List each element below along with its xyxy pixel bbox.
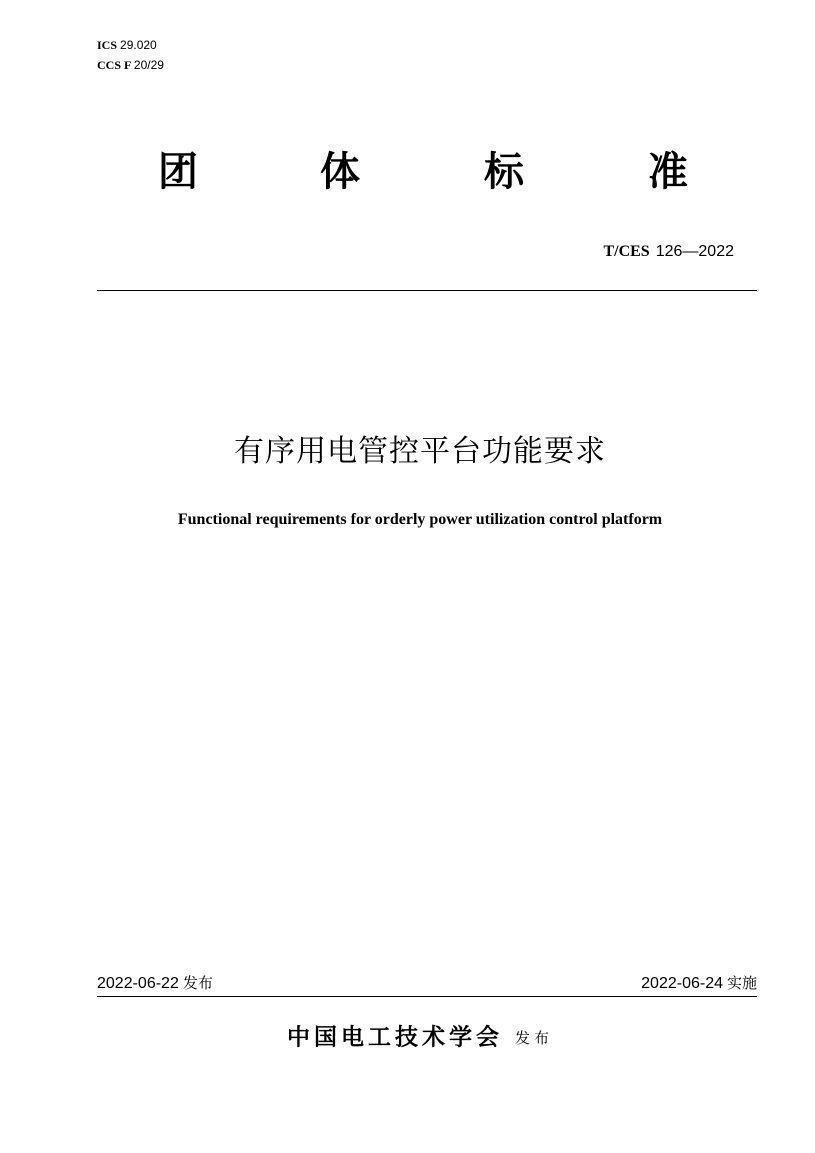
standard-number-prefix: T/CES: [603, 243, 650, 260]
bottom-divider: [97, 996, 757, 997]
publish-date: 2022-06-22: [97, 975, 179, 992]
standard-number-value: 126—2022: [655, 243, 734, 260]
document-title-chinese: 有序用电管控平台功能要求: [234, 434, 606, 469]
implement-label: 实施: [726, 974, 757, 992]
implement-date: 2022-06-24: [641, 975, 723, 992]
ccs-classification: [97, 58, 164, 72]
publisher-organization: 中国电工技术学会: [286, 1024, 503, 1051]
standard-number: [603, 240, 734, 263]
ccs-prefix: CCS F: [97, 58, 131, 72]
ccs-code: 20/29: [133, 58, 164, 72]
publisher-line: [0, 1020, 815, 1055]
ics-code: 29.020: [120, 38, 157, 52]
publish-label: 发布: [182, 974, 213, 992]
document-title-english: Functional requirements for orderly power utilization control platform: [177, 511, 663, 528]
publish-date-line: [97, 972, 213, 995]
ics-prefix: ICS: [97, 38, 118, 52]
implement-date-line: [641, 972, 757, 995]
standard-type-char-3: 标: [484, 149, 524, 195]
top-divider: [97, 290, 757, 291]
ics-classification: [97, 38, 157, 52]
publisher-issue-label: 发布: [514, 1028, 553, 1047]
standard-type-char-2: 体: [320, 149, 360, 195]
standard-type-char-4: 准: [648, 149, 688, 195]
standard-type-char-1: 团: [158, 149, 198, 195]
